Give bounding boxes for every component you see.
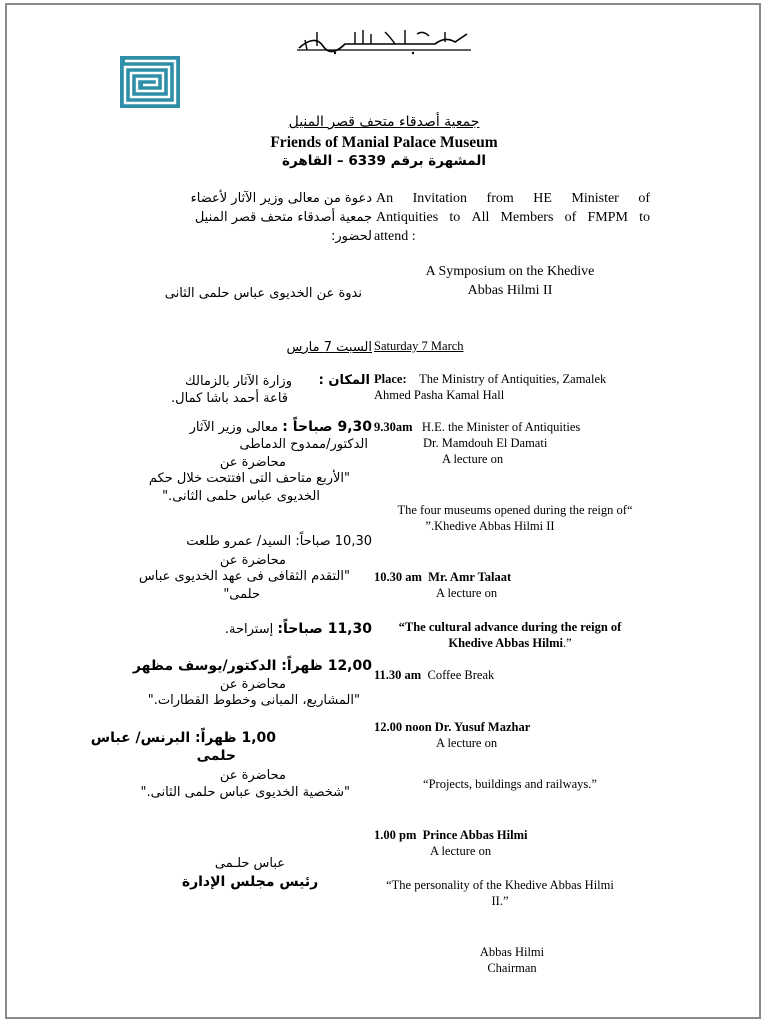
association-name-arabic: جمعية أصدقاء متحف قصر المنيل: [288, 114, 480, 130]
session-2-english-title-1-text: “The cultural advance during the reign of: [398, 620, 622, 634]
session-5-arabic-line-1: 1,00 ظهراً: البرنس/ عباس: [90, 730, 276, 746]
session-5-arabic-line-2: حلمى: [196, 748, 236, 764]
session-1-english-speaker: H.E. the Minister of Antiquities: [421, 420, 581, 434]
invitation-english-line-1: [376, 191, 650, 207]
session-2-arabic-line-1: 10,30 صباحاً: السيد/ عمرو طلعت: [186, 534, 372, 549]
session-5-english-title-2: II.”: [491, 894, 509, 908]
session-2-english-title-2: [380, 635, 640, 651]
session-1-arabic-text: معالى وزير الآثار: [189, 420, 279, 435]
session-2-english-title-2-text: Khedive Abbas Hilmi: [448, 636, 563, 650]
place-english-text: The Ministry of Antiquities, Zamalek: [419, 372, 607, 386]
session-4-english-head: 12.00 noon Dr. Yusuf Mazhar: [374, 720, 531, 734]
association-name-english: Friends of Manial Palace Museum: [270, 134, 498, 151]
session-1-arabic-line-1: [160, 419, 372, 436]
session-4-arabic-line-3: "المشاريع، المبانى وخطوط القطارات.": [147, 693, 360, 708]
invitation-word: Members: [500, 210, 554, 225]
session-4-arabic-line-2: محاضرة عن: [219, 677, 286, 692]
place-label-english: Place:: [374, 372, 407, 386]
symposium-english-line-2: Abbas Hilmi II: [467, 283, 553, 298]
symposium-english-line-1: A Symposium on the Khedive: [425, 264, 595, 279]
session-2-arabic-line-3: "التقدم الثقافى فى عهد الخديوى عباس: [138, 569, 350, 584]
session-2-arabic-line-4: حلمى": [223, 587, 260, 602]
session-3-english: [374, 667, 494, 683]
session-5-english-time: 1.00 pm: [374, 828, 417, 842]
session-4-arabic-line-1: 12,00 ظهراً: الدكتور/يوسف مظهر: [132, 658, 372, 674]
place-arabic-line-1: وزارة الآثار بالزمالك: [185, 374, 292, 389]
session-1-arabic-line-2: الدكتور/ممدوح الدماطى: [239, 437, 368, 452]
session-4-english-line-1: [374, 719, 530, 735]
session-3-arabic-text: إستراحة.: [224, 622, 274, 637]
invitation-arabic-line-1: دعوة من معالى وزير الآثار لأعضاء: [190, 191, 372, 206]
session-5-english-line-1: [374, 827, 528, 843]
place-english-line-1: [374, 371, 606, 387]
session-1-english-title-1: The four museums opened during the reign of“: [397, 503, 633, 517]
signature-english-name: Abbas Hilmi: [479, 945, 545, 959]
invitation-word: to: [639, 210, 650, 225]
registration-arabic: المشهرة برقم 6339 – القاهرة: [281, 153, 486, 169]
signature-arabic-title: رئيس مجلس الإدارة: [181, 874, 319, 890]
session-2-english-line-1: [374, 569, 511, 585]
invitation-word: of: [564, 210, 577, 225]
session-5-arabic-line-4: "شخصية الخديوى عباس حلمى الثانى.": [140, 785, 350, 800]
invitation-word: An: [376, 191, 394, 206]
session-2-arabic-line-2: محاضرة عن: [219, 553, 286, 568]
invitation-word: Antiquities: [376, 210, 439, 225]
session-5-english-line-2: A lecture on: [430, 844, 492, 858]
date-english: Saturday 7 March: [374, 339, 464, 353]
session-1-english-line-2: Dr. Mamdouh El Damati: [423, 436, 548, 450]
invitation-english-line-3: attend :: [374, 229, 416, 244]
invitation-word: to: [449, 210, 461, 225]
signature-english-title: Chairman: [487, 961, 537, 975]
session-2-english-line-2: A lecture on: [436, 586, 498, 600]
session-3-arabic-time: 11,30 صباحاً:: [277, 621, 372, 637]
session-2-english-speaker: Mr. Amr Talaat: [428, 570, 512, 584]
session-4-english-line-2: A lecture on: [436, 736, 498, 750]
session-2-english-title-1: [380, 619, 640, 635]
session-3-english-text: Coffee Break: [427, 668, 495, 682]
session-1-english-line-3: A lecture on: [442, 452, 504, 466]
session-1-arabic-time: 9,30 صباحاً :: [282, 419, 372, 435]
session-5-english-title-1: “The personality of the Khedive Abbas Hilmi: [386, 878, 614, 892]
invitation-word: HE: [533, 191, 552, 206]
date-arabic: السبت 7 مارس: [286, 340, 372, 355]
session-1-arabic-line-5: الخديوى عباس حلمى الثانى.": [162, 489, 320, 504]
session-1-english-time: 9.30am: [374, 420, 413, 434]
session-1-english-line-1: [374, 419, 580, 435]
invitation-arabic-line-2: جمعية أصدقاء متحف قصر المنيل: [194, 210, 372, 225]
invitation-word: from: [486, 191, 514, 206]
place-label-arabic: المكان :: [318, 373, 370, 388]
invitation-word: Minister: [571, 191, 619, 206]
basmala-calligraphy: [295, 26, 473, 56]
invitation-word: All: [471, 210, 490, 225]
session-4-english-title: “Projects, buildings and railways.”: [423, 777, 597, 791]
invitation-word: of: [638, 191, 650, 206]
symposium-arabic: ندوة عن الخديوى عباس حلمى الثانى: [164, 286, 362, 301]
place-arabic-line-2: قاعة أحمد باشا كمال.: [171, 391, 288, 406]
fmpm-logo: [120, 56, 180, 108]
session-3-arabic: [160, 621, 372, 638]
session-2-english-title-2-end: .”: [562, 636, 572, 650]
signature-arabic-name: عباس حلـمى: [214, 856, 286, 871]
invitation-english-line-2: [376, 210, 650, 226]
invitation-word: FMPM: [587, 210, 628, 225]
session-3-english-time: 11.30 am: [374, 668, 422, 682]
session-5-arabic-line-3: محاضرة عن: [219, 768, 286, 783]
invitation-word: Invitation: [412, 191, 468, 206]
place-english-line-2: Ahmed Pasha Kamal Hall: [374, 388, 505, 402]
session-1-arabic-line-3: محاضرة عن: [219, 455, 286, 470]
invitation-arabic-line-3: لحضور:: [331, 229, 372, 244]
session-1-english-title-2: ”.Khedive Abbas Hilmi II: [425, 519, 555, 533]
session-2-english-time: 10.30 am: [374, 570, 422, 584]
session-5-english-speaker: Prince Abbas Hilmi: [422, 828, 528, 842]
session-1-arabic-line-4: "الأربع متاحف التى افتتحت خلال حكم: [148, 471, 350, 486]
